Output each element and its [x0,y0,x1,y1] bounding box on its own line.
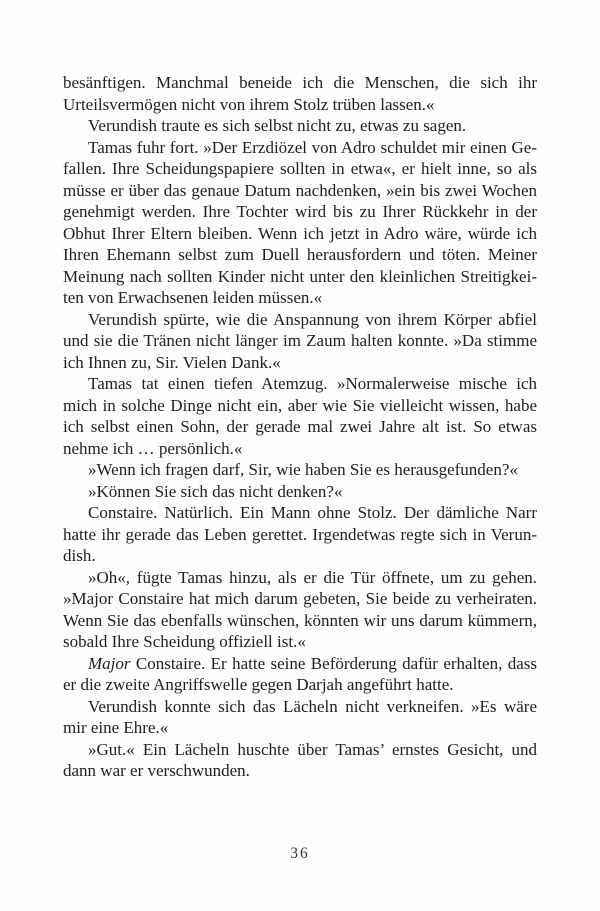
page-number: 36 [290,845,310,862]
paragraph: Tamas tat einen tiefen Atemzug. »Normalerweise mische ich mich in solche Dinge nicht ein, aber wie Sie vielleicht wissen, habe ich selbst einen Sohn, der gerade mal zwei Jahre alt ist. So etwas nehme ich … persönlich.« [63,374,537,458]
paragraph: »Oh«, fügte Tamas hinzu, als er die Tür öffnete, um zu gehen. »Major Constaire hat mich darum gebeten, Sie beide zu verheiraten. Wenn Sie das ebenfalls wünschen, könnten wir uns darum kümmern, sobald Ihre Scheidung offiziell ist.« [63,567,537,651]
page-text [63,72,537,782]
paragraph-text: Constaire. Er hatte seine Beförderung dafür erhalten, dass er die zweite Angriffswelle gegen Darjah angeführt hatte. [63,653,537,694]
italic-word: Major [88,653,131,673]
paragraph: Tamas fuhr fort. »Der Erzdiözel von Adro schuldet mir einen Gefallen. Ihre Scheidungspapiere sollten in etwa«, er hielt inne, so als müsse er über das genaue Datum nachdenken, »ein bis zwei Wochen genehmigt werden. Ihre Tochter wird bis zu Ihrer Rückkehr in der Obhut Ihrer Eltern bleiben. Wenn ich jetzt in Adro wäre, würde ich Ihren Ehemann selbst zum Duell herausfordern und töten. Meiner Meinung nach sollten Kinder nicht unter den kleinlichen Streitigkeiten von Erwachsenen leiden müssen.« [63,137,537,307]
paragraph: »Gut.« Ein Lächeln huschte über Tamas’ ernstes Gesicht, und dann war er verschwunden. [63,739,537,780]
paragraph [63,653,537,696]
paragraph: Verundish spürte, wie die Anspannung von ihrem Körper abfiel und sie die Tränen nicht länger im Zaum halten konnte. »Da stimme ich Ihnen zu, Sir. Vielen Dank.« [63,309,537,372]
paragraph: Verundish traute es sich selbst nicht zu, etwas zu sagen. [88,116,467,135]
paragraph: »Wenn ich fragen darf, Sir, wie haben Sie es herausgefunden?« [88,460,518,479]
paragraph: Constaire. Natürlich. Ein Mann ohne Stolz. Der dämliche Narr hatte ihr gerade das Leben gerettet. Irgendetwas regte sich in Verundish. [63,503,537,565]
paragraph: besänftigen. Manchmal beneide ich die Menschen, die sich ihr Urteilsvermögen nicht von ihrem Stolz trüben lassen.« [63,73,537,114]
paragraph: Verundish konnte sich das Lächeln nicht verkneifen. »Es wäre mir eine Ehre.« [63,696,537,737]
paragraph: »Können Sie sich das nicht denken?« [88,481,343,501]
